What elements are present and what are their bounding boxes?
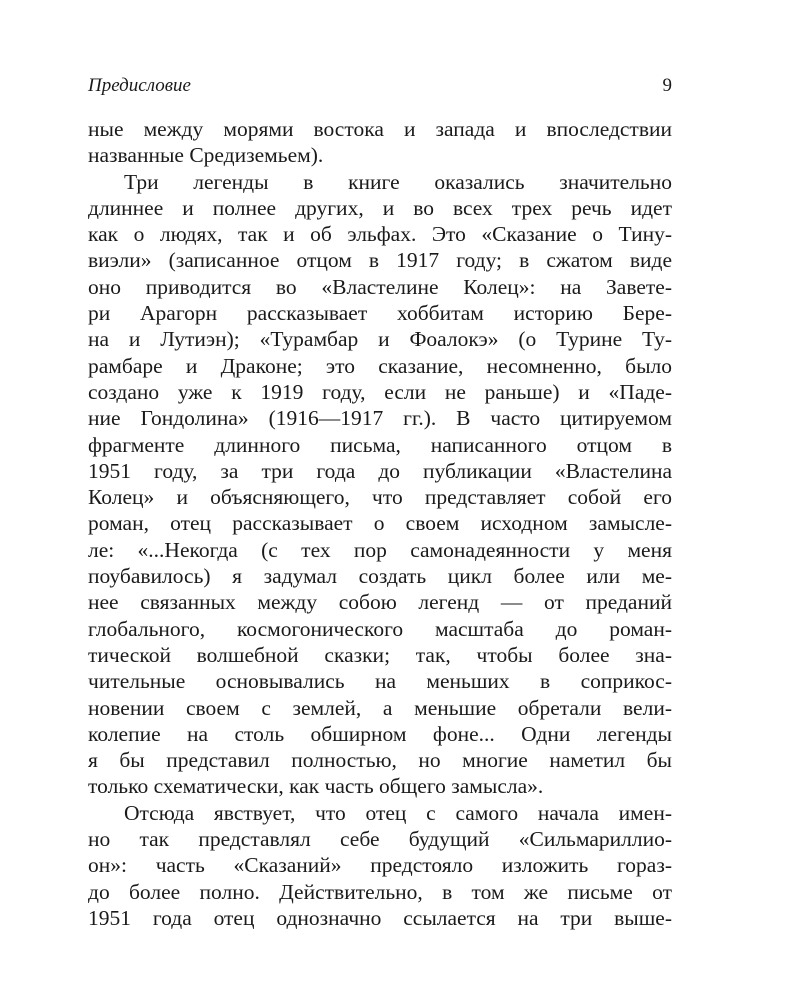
- text-line: Три легенды в книге оказались значительно: [124, 169, 672, 194]
- body-text: [88, 116, 672, 931]
- text-line: виэли» (записанное отцом в 1917 году; в сжатом виде: [88, 248, 672, 273]
- text-line: 1951 году, за три года до публикации «Властелина: [88, 458, 672, 483]
- text-line: ные между морями востока и запада и впоследствии: [88, 117, 672, 141]
- text-line: я бы представил полностью, но многие наметил бы: [88, 748, 672, 773]
- text-line: на и Лутиэн); «Турамбар и Фоалокэ» (о Турине Ту-: [88, 327, 672, 352]
- text-line: оно приводится во «Властелине Колец»: на Завете-: [88, 274, 672, 299]
- page-number: 9: [662, 75, 672, 96]
- text-line: поубавилось) я задумал создать цикл более или ме-: [88, 564, 672, 589]
- text-line: нее связанных между собою легенд — от преданий: [88, 590, 672, 615]
- text-line: Колец» и объясняющего, что представляет собой его: [88, 485, 672, 510]
- text-line: создано уже к 1919 году, если не раньше) и «Паде-: [88, 379, 672, 404]
- text-line: ние Гондолина» (1916—1917 гг.). В часто цитируемом: [88, 406, 672, 431]
- text-line: 1951 года отец однозначно ссылается на три выше-: [88, 905, 672, 930]
- text-line: как о людях, так и об эльфах. Это «Сказание о Тину-: [88, 222, 672, 247]
- text-line: только схематически, как часть общего замысла».: [88, 774, 544, 799]
- text-line: тической волшебной сказки; так, чтобы более зна-: [88, 642, 672, 667]
- text-line: глобального, космогонического масштаба до роман-: [88, 616, 672, 641]
- text-line: рамбаре и Драконе; это сказание, несомненно, было: [88, 353, 672, 378]
- text-line: до более полно. Действительно, в том же письме от: [88, 879, 672, 904]
- text-line: названные Средиземьем).: [88, 143, 324, 168]
- text-line: ле: «...Некогда (с тех пор самонадеянности у меня: [88, 537, 672, 562]
- text-line: чительные основывались на меньших в соприкос-: [88, 669, 672, 694]
- text-line: длиннее и полнее других, и во всех трех речь идет: [88, 195, 672, 220]
- text-line: новении своем с землей, а меньшие обретали вели-: [88, 695, 672, 720]
- running-title: Предисловие: [88, 75, 191, 96]
- text-line: фрагменте длинного письма, написанного отцом в: [88, 432, 672, 457]
- running-head: [88, 72, 672, 100]
- text-line: колепие на столь обширном фоне... Одни легенды: [88, 721, 672, 746]
- text-line: роман, отец рассказывает о своем исходном замысле-: [88, 511, 672, 536]
- text-line: но так представлял себе будущий «Сильмариллио-: [88, 827, 672, 852]
- text-line: Отсюда явствует, что отец с самого начала имен-: [124, 800, 672, 825]
- text-line: он»: часть «Сказаний» предстояло изложить гораз-: [88, 853, 672, 878]
- book-page: [88, 0, 672, 1000]
- text-line: ри Арагорн рассказывает хоббитам историю Бере-: [88, 301, 672, 326]
